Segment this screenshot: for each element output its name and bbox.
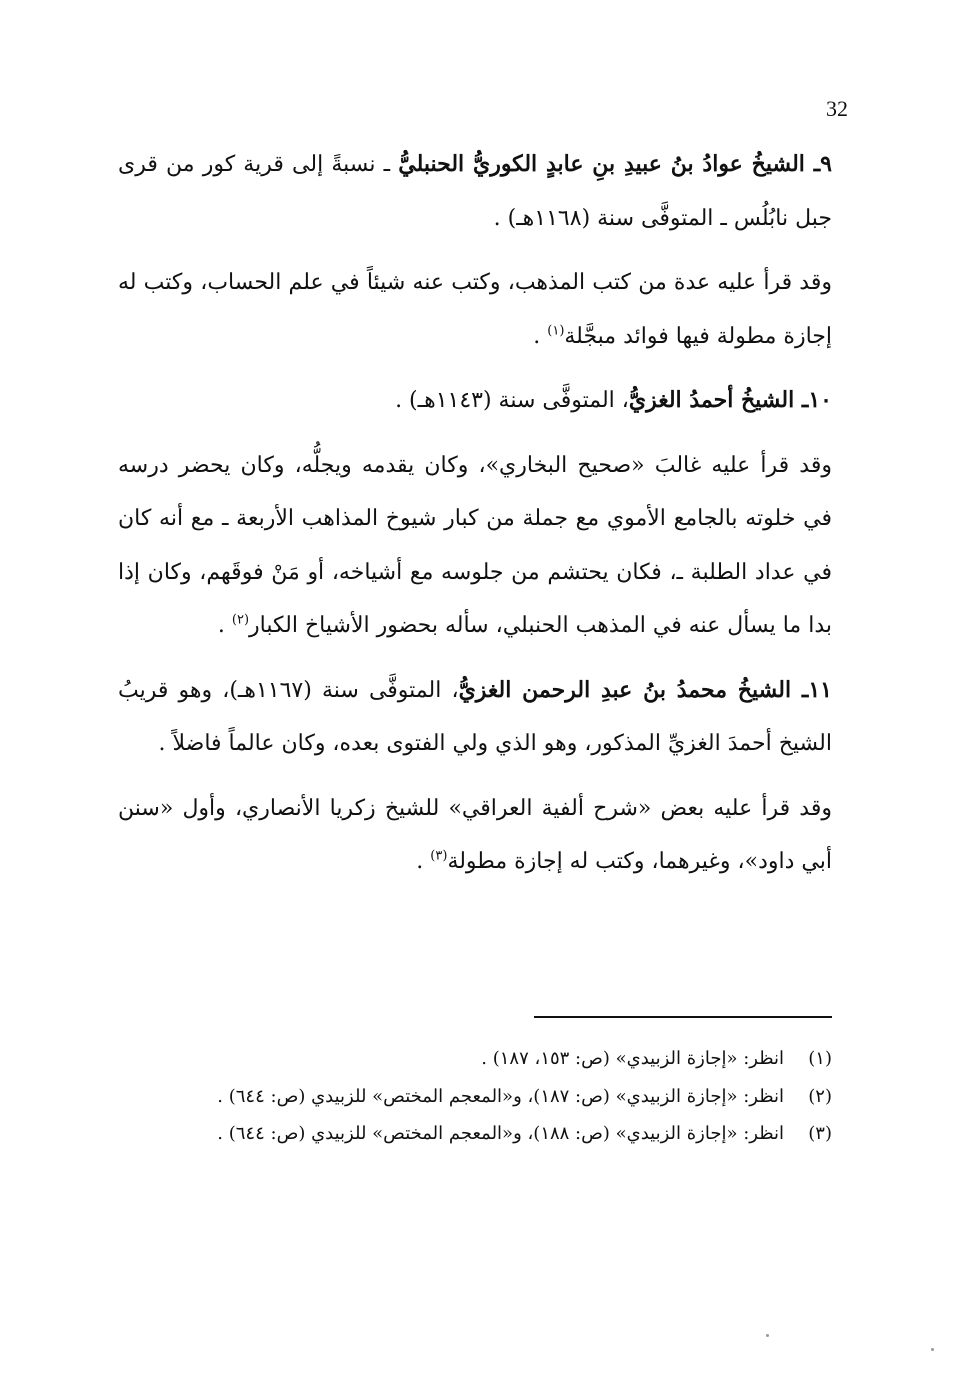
paragraph-tail: . [217, 613, 232, 638]
paragraph-text: ، المتوفَّى سنة (١١٤٣هـ) . [395, 388, 629, 413]
paragraph-text: ـ نسبةً إلى قرية كور من قرى جبل نابُلُس ـ المتوفَّى سنة (١١٦٨هـ) . [118, 152, 832, 231]
footnote-3 [118, 1115, 832, 1153]
footnote-ref[interactable]: (٢) [231, 612, 250, 628]
paragraph-text: ، المتوفَّى سنة (١١٦٧هـ)، وهو قريبُ الشيخ أحمدَ الغزيِّ المذكور، وهو الذي ولي الفتوى بعده، وكان عالماً فاضلاً . [118, 677, 832, 756]
paragraph-text: وقد قرأ عليه بعض «شرح ألفية العراقي» للشيخ زكريا الأنصاري، وأول «سنن أبي داود»، وغيرهما، وكتب له إجازة مطولة [118, 795, 832, 874]
footnote-ref[interactable]: (١) [547, 323, 565, 339]
scan-speck [931, 1348, 934, 1351]
page-number: 32 [826, 96, 848, 121]
paragraph-text: وقد قرأ عليه عدة من كتب المذهب، وكتب عنه شيئاً في علم الحساب، وكتب له إجازة مطولة فيها فوائد مبجَّلة [118, 270, 832, 349]
footnote-divider [534, 1016, 832, 1018]
footnote-number: (٣) [808, 1123, 832, 1144]
footnote-text: انظر: «إجازة الزبيدي» (ص: ١٥٣، ١٨٧) . [481, 1048, 784, 1069]
paragraph [118, 256, 832, 363]
paragraph-tail: . [416, 849, 431, 874]
footnote-number: (٢) [808, 1085, 832, 1107]
paragraph [118, 439, 832, 653]
paragraph [118, 782, 832, 889]
scan-speck [766, 1334, 769, 1337]
footnote-number: (١) [808, 1048, 832, 1069]
footnote-text: انظر: «إجازة الزبيدي» (ص: ١٨٧)، و«المعجم المختص» للزبيدي (ص: ٦٤٤) . [217, 1085, 784, 1107]
entry-heading: ١١ـ الشيخُ محمدُ بنُ عبدِ الرحمن الغزيُّ [458, 676, 832, 703]
footnote-ref[interactable]: (٣) [430, 848, 448, 864]
paragraph-entry-11 [118, 664, 832, 771]
footnote-text: انظر: «إجازة الزبيدي» (ص: ١٨٨)، و«المعجم المختص» للزبيدي (ص: ٦٤٤) . [217, 1123, 784, 1144]
footnote-2 [118, 1078, 832, 1116]
paragraph-text: وقد قرأ عليه غالبَ «صحيح البخاري»، وكان يقدمه ويجلُّه، وكان يحضر درسه في خلوته بالجامع الأموي مع جملة من كبار شيوخ المذاهب الأربعة ـ مع أنه كان في عداد الطلبة ـ، فكان يحتشم من جلوسه مع أشياخه، أو مَنْ فوقَهم، وكان إذا بدا ما يسأل عنه في المذهب الحنبلي، سأله بحضور الأشياخ الكبار [118, 452, 832, 638]
paragraph-tail: . [533, 323, 548, 349]
entry-heading: ١٠ـ الشيخُ أحمدُ الغزيُّ [628, 387, 832, 413]
footnotes [118, 1040, 832, 1153]
paragraph-entry-9 [118, 138, 832, 245]
footnote-1 [118, 1040, 832, 1078]
main-text [118, 138, 832, 889]
entry-heading: ٩ـ الشيخُ عوادُ بنُ عبيدِ بنِ عابدٍ الكوريُّ الحنبليُّ [398, 151, 832, 177]
paragraph-entry-10 [118, 374, 832, 428]
